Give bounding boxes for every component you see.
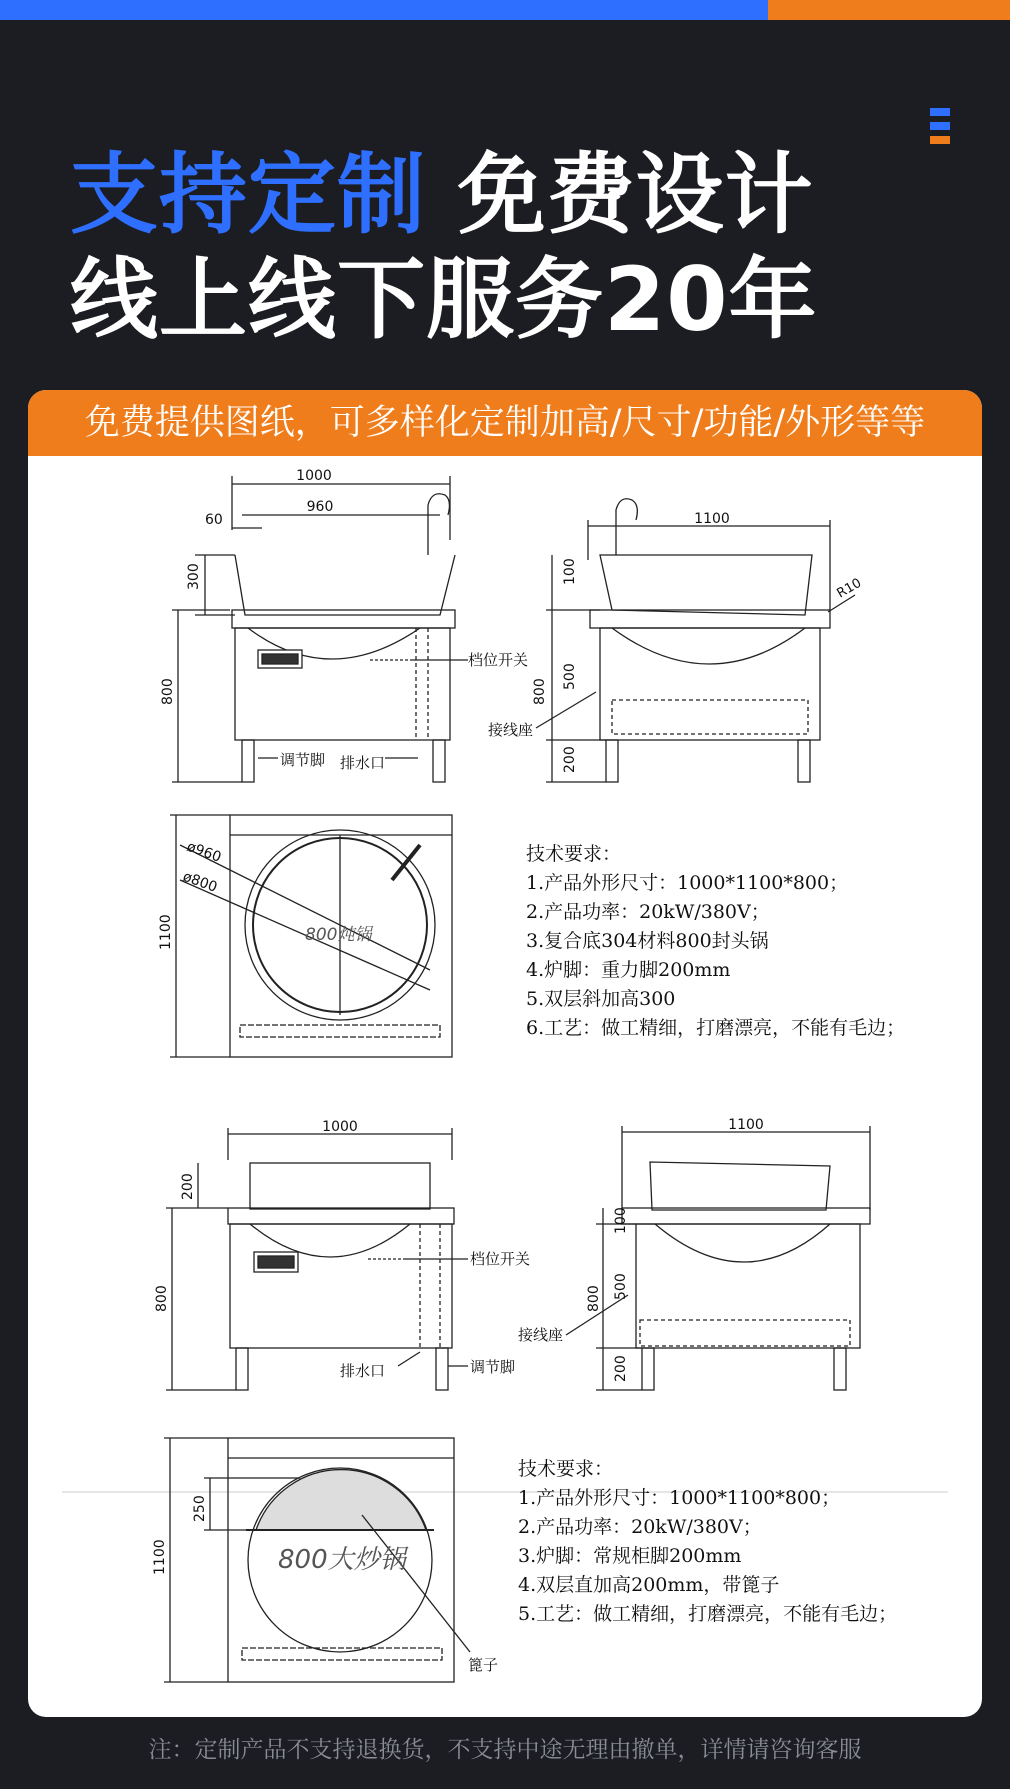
footer-note: 注：定制产品不支持退换货，不支持中途无理由撤单，详情请咨询客服 xyxy=(148,1737,862,1763)
d1-tech-item: 4.炉脚：重力脚200mm xyxy=(526,959,731,981)
top-bar-blue xyxy=(0,0,768,20)
d1-dim-side-total: 800 xyxy=(532,678,548,705)
d2-dim-height-total: 800 xyxy=(154,1285,170,1312)
d1-tech-item: 2.产品功率：20kW/380V； xyxy=(526,901,770,923)
d1-dim-inner-width: 960 xyxy=(306,499,334,515)
d1-label-drain: 排水口 xyxy=(340,754,386,772)
top-color-bar xyxy=(0,0,1010,20)
banner: 免费提供图纸，可多样化定制加高/尺寸/功能/外形等等 xyxy=(28,390,982,456)
d2-dim-side-leg: 200 xyxy=(613,1355,629,1382)
d1-dim-side-top: 100 xyxy=(562,558,578,585)
d1-tech-item: 3.复合底304材料800封头锅 xyxy=(526,930,769,952)
d2-front-view xyxy=(154,1119,530,1390)
headline-rest: 免费设计 xyxy=(426,143,814,246)
d2-tech-item: 1.产品外形尺寸：1000*1100*800； xyxy=(518,1487,841,1509)
d1-dim-height-top: 300 xyxy=(186,563,202,590)
d1-front-view xyxy=(160,468,528,782)
d2-dim-side-total: 800 xyxy=(586,1285,602,1312)
d1-dim-side-mid: 500 xyxy=(562,663,578,690)
d1-dim-height-total: 800 xyxy=(160,678,176,705)
drawing-card xyxy=(28,390,982,1717)
d1-tech-item: 6.工艺：做工精细，打磨漂亮，不能有毛边； xyxy=(526,1017,906,1039)
d1-label-junction: 接线座 xyxy=(488,721,534,739)
d1-dim-plan-depth: 1100 xyxy=(158,914,174,950)
d2-dim-plan-depth: 1100 xyxy=(152,1539,168,1575)
d2-label-foot: 调节脚 xyxy=(470,1358,516,1376)
menu-icon xyxy=(930,108,950,150)
d2-dim-side-mid: 500 xyxy=(613,1273,629,1300)
d1-dim-side-leg: 200 xyxy=(562,746,578,773)
d1-side-view xyxy=(488,499,864,782)
d2-label-drain: 排水口 xyxy=(340,1362,386,1380)
d2-pot-label: 800大炒锅 xyxy=(278,1545,406,1575)
d1-tech-item: 5.双层斜加高300 xyxy=(526,988,676,1010)
d1-dim-edge: 60 xyxy=(205,512,223,528)
d1-tech-item: 1.产品外形尺寸：1000*1100*800； xyxy=(526,872,849,894)
d2-dim-height-top: 200 xyxy=(180,1173,196,1200)
headline xyxy=(70,145,814,245)
d2-tech-item: 4.双层直加高200mm，带篦子 xyxy=(518,1574,780,1596)
d2-dim-side-top: 100 xyxy=(613,1207,629,1234)
d1-label-foot: 调节脚 xyxy=(280,751,326,769)
d2-dim-front-width: 1000 xyxy=(322,1119,358,1135)
d1-dim-dia-inner: ø800 xyxy=(180,868,220,896)
d2-dim-side-width: 1100 xyxy=(728,1117,764,1133)
d2-label-basket: 篦子 xyxy=(468,1656,499,1674)
d2-tech-item: 2.产品功率：20kW/380V； xyxy=(518,1516,762,1538)
d2-label-junction: 接线座 xyxy=(518,1326,564,1344)
d1-dim-front-width: 1000 xyxy=(296,468,332,484)
d1-dim-radius: R10 xyxy=(834,575,865,602)
d1-label-switch: 档位开关 xyxy=(468,651,529,669)
d1-tech-requirements xyxy=(526,840,905,1043)
headline-accent: 支持定制 xyxy=(70,143,427,246)
d1-tech-title: 技术要求： xyxy=(526,843,622,865)
d2-tech-requirements xyxy=(518,1455,897,1629)
d2-side-view xyxy=(518,1117,870,1390)
d2-tech-item: 5.工艺：做工精细，打磨漂亮，不能有毛边； xyxy=(518,1603,898,1625)
d2-tech-item: 3.炉脚：常规柜脚200mm xyxy=(518,1545,742,1567)
d2-label-switch: 档位开关 xyxy=(470,1250,531,1268)
d1-pot-label: 800炖锅 xyxy=(305,925,372,945)
subheadline: 线上线下服务20年 xyxy=(70,248,818,351)
d1-plan-view xyxy=(158,815,452,1057)
d2-dim-plan-basket: 250 xyxy=(192,1495,208,1522)
d1-dim-dia-outer: ø960 xyxy=(184,838,224,866)
d2-tech-title: 技术要求： xyxy=(518,1458,614,1480)
d2-plan-view xyxy=(152,1438,498,1682)
d1-dim-side-width: 1100 xyxy=(694,511,730,527)
top-bar-orange xyxy=(768,0,1010,20)
